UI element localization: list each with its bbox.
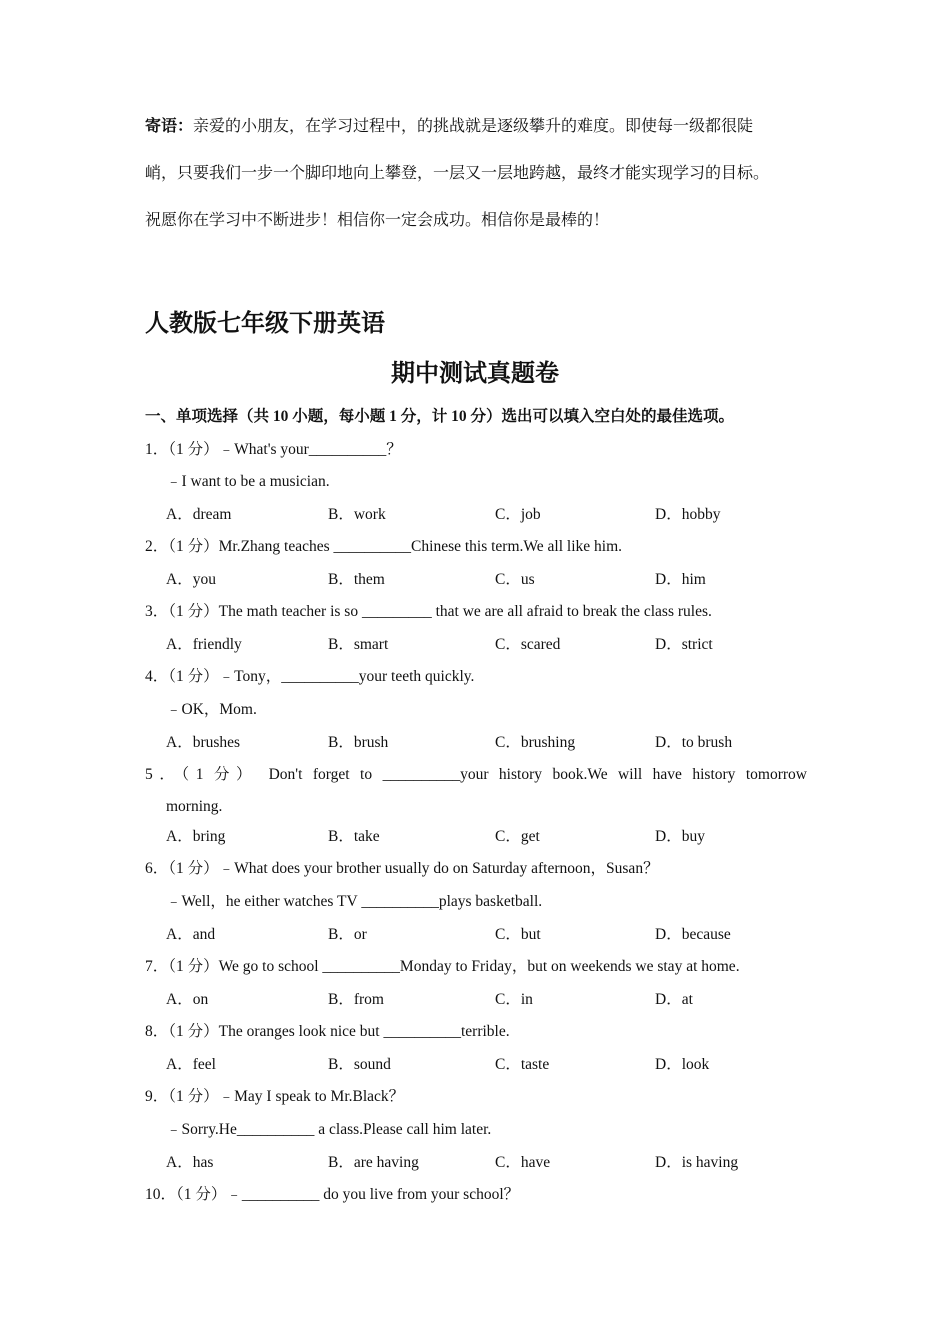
question-7-option-b: B．from <box>328 991 384 1008</box>
question-5-option-c: C．get <box>495 828 540 845</box>
question-6-option-a: A．and <box>166 926 216 943</box>
intro-line-1 <box>145 116 807 138</box>
question-6-reply: ﹣Well，he either watches TV __________plays basketball. <box>166 893 543 910</box>
question-2-stem: 2．（1 分）Mr.Zhang teaches __________Chinese this term.We all like him. <box>145 538 623 555</box>
question-7-option-c: C．in <box>495 991 533 1008</box>
question-3-option-c: C．scared <box>495 636 561 653</box>
question-8-option-a: A．feel <box>166 1056 216 1073</box>
question-7-stem: 7．（1 分）We go to school __________Monday to Friday，but on weekends we stay at home. <box>145 958 740 975</box>
question-6-option-c: C．but <box>495 926 541 943</box>
question-1-reply: ﹣I want to be a musician. <box>166 473 330 490</box>
question-4-option-d: D．to brush <box>655 734 733 751</box>
section-heading: 一、单项选择（共 10 小题，每小题 1 分，计 10 分）选出可以填入空白处的最佳选项。 <box>145 408 735 425</box>
question-7-option-d: D．at <box>655 991 693 1008</box>
question-9-option-d: D．is having <box>655 1154 739 1171</box>
question-2-option-c: C．us <box>495 571 535 588</box>
question-6-option-b: B．or <box>328 926 367 943</box>
question-4-option-a: A．brushes <box>166 734 241 751</box>
question-1-option-c: C．job <box>495 506 541 523</box>
question-2-option-b: B．them <box>328 571 385 588</box>
question-3-option-a: A．friendly <box>166 636 242 653</box>
document-title: 人教版七年级下册英语 <box>145 311 385 337</box>
question-4-option-c: C．brushing <box>495 734 576 751</box>
question-8-stem: 8．（1 分）The oranges look nice but __________terrible. <box>145 1023 510 1040</box>
question-5-stem: 5．（1 分） Don't forget to __________your history book.We will have history tomorrow <box>145 766 807 783</box>
question-5-option-a: A．bring <box>166 828 226 845</box>
question-1-option-d: D．hobby <box>655 506 721 523</box>
question-4-reply: ﹣OK，Mom. <box>166 701 257 718</box>
document-subtitle: 期中测试真题卷 <box>391 361 559 387</box>
question-10-stem: 10．（1 分）﹣__________ do you live from your school？ <box>145 1186 520 1203</box>
question-8-option-c: C．taste <box>495 1056 550 1073</box>
question-4-option-b: B．brush <box>328 734 389 751</box>
question-8-option-d: D．look <box>655 1056 710 1073</box>
question-4-stem: 4．（1 分）﹣Tony，__________your teeth quickly. <box>145 668 475 685</box>
question-7-option-a: A．on <box>166 991 209 1008</box>
question-3-option-d: D．strict <box>655 636 713 653</box>
question-9-stem: 9．（1 分）﹣May I speak to Mr.Black？ <box>145 1088 405 1105</box>
question-1-option-b: B．work <box>328 506 386 523</box>
intro-text-1: 亲爱的小朋友，在学习过程中，的挑战就是逐级攀升的难度。即使每一级都很陡 <box>193 118 754 135</box>
question-8-option-b: B．sound <box>328 1056 391 1073</box>
question-3-stem: 3．（1 分）The math teacher is so _________ that we are all afraid to break the class rules. <box>145 603 712 620</box>
question-1-stem: 1．（1 分）﹣What's your__________？ <box>145 441 402 458</box>
intro-label: 寄语： <box>145 118 194 135</box>
intro-line-2: 峭，只要我们一步一个脚印地向上攀登，一层又一层地跨越，最终才能实现学习的目标。 <box>145 165 770 182</box>
intro-line-3: 祝愿你在学习中不断进步！相信你一定会成功。相信你是最棒的！ <box>145 212 610 229</box>
question-9-option-c: C．have <box>495 1154 551 1171</box>
question-2-option-d: D．him <box>655 571 706 588</box>
question-3-option-b: B．smart <box>328 636 389 653</box>
question-9-option-b: B．are having <box>328 1154 419 1171</box>
question-6-option-d: D．because <box>655 926 731 943</box>
question-9-reply: ﹣Sorry.He__________ a class.Please call him later. <box>166 1121 492 1138</box>
question-2-option-a: A．you <box>166 571 216 588</box>
question-1-option-a: A．dream <box>166 506 232 523</box>
question-9-option-a: A．has <box>166 1154 214 1171</box>
question-6-stem: 6．（1 分）﹣What does your brother usually do on Saturday afternoon，Susan？ <box>145 860 659 877</box>
question-5-option-d: D．buy <box>655 828 705 845</box>
question-5-option-b: B．take <box>328 828 380 845</box>
question-5-stem-continued: morning. <box>166 798 223 815</box>
